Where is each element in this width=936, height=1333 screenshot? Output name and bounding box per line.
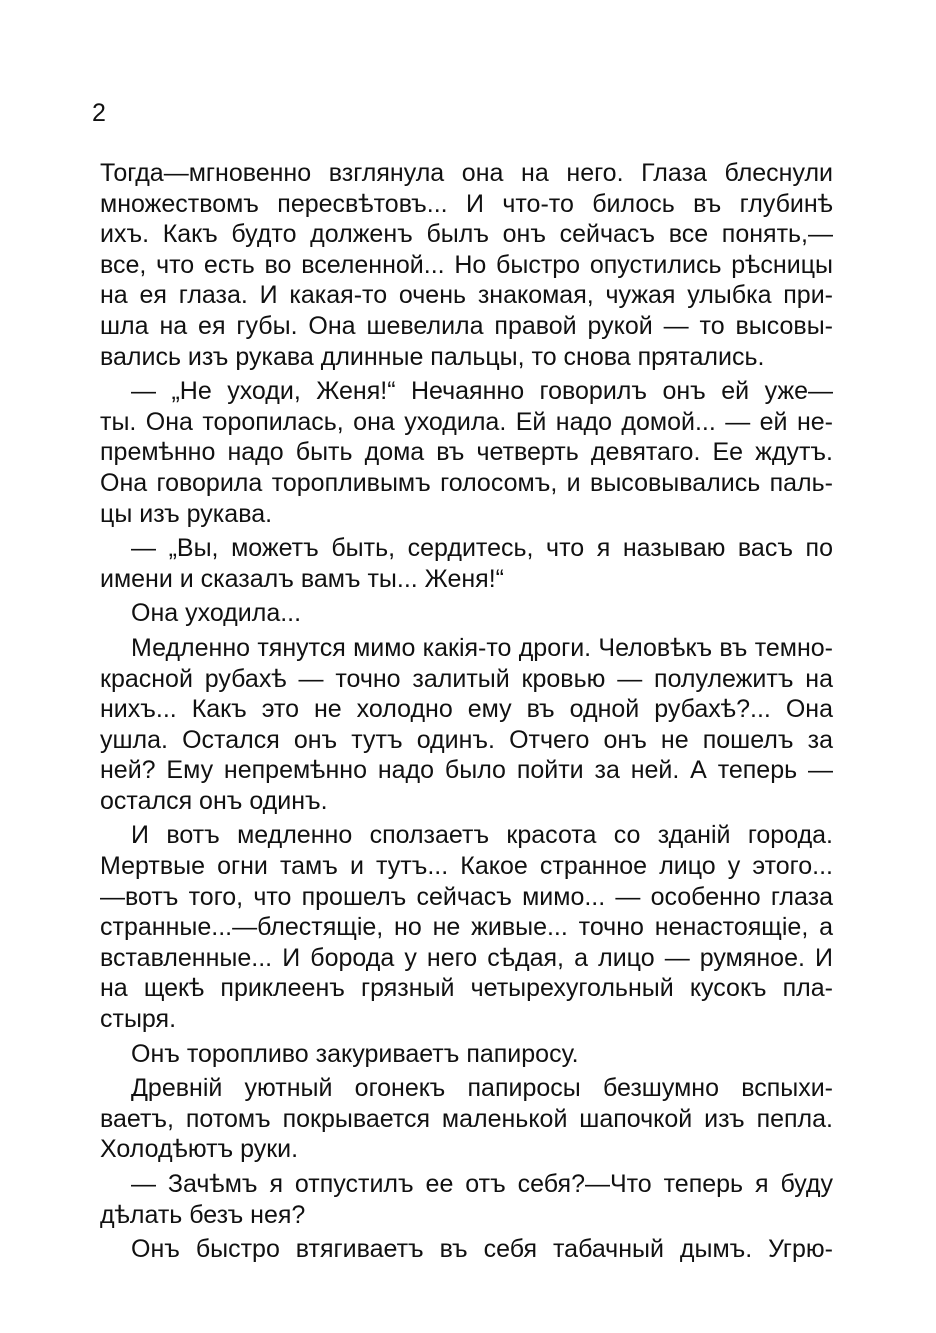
text-line: дѣлать безъ нея? <box>100 1200 306 1229</box>
text-line: Холодѣютъ руки. <box>100 1135 299 1164</box>
text-line: вались изъ рукава длинные пальцы, то снова прятались. <box>100 342 765 371</box>
text-line: Онъ быстро втягиваетъ въ себя табачный дымъ. Угрю- <box>131 1235 833 1264</box>
text-line: ваетъ, потомъ покрывается маленькой шапочкой изъ пепла. <box>100 1104 833 1133</box>
text-line: —вотъ того, что прошелъ сейчасъ мимо... — особенно глаза <box>100 882 833 911</box>
body-text <box>100 158 833 1265</box>
text-line: — „Не уходи, Женя!“ Нечаянно говорилъ онъ ей уже— <box>131 377 833 406</box>
text-line: Онъ торопливо закуриваетъ папиросу. <box>131 1039 579 1068</box>
text-line: шла на ея губы. Она шевелила правой рукой — то высовы- <box>100 311 833 340</box>
text-line: Мертвые огни тамъ и тутъ... Какое странное лицо у этого... <box>100 852 833 881</box>
text-line: ты. Она торопилась, она уходила. Ей надо домой... — ей не- <box>100 407 833 436</box>
page-number: 2 <box>92 99 106 127</box>
text-line: — Зачѣмъ я отпустилъ ее отъ себя?—Что теперь я буду <box>131 1170 833 1198</box>
text-line: Она говорила торопливымъ голосомъ, и высовывались паль- <box>100 468 833 497</box>
text-line: премѣнно надо быть дома въ четверть девятаго. Ее ждутъ. <box>100 438 833 467</box>
text-line: на ея глаза. И какая-то очень знакомая, чужая улыбка при- <box>100 281 833 310</box>
text-line: Тогда—мгновенно взглянула она на него. Глаза блеснули <box>100 159 833 187</box>
text-line: вставленные... И борода у него сѣдая, а лицо — румяное. И <box>100 943 833 972</box>
text-line: Древній уютный огонекъ папиросы безшумно вспыхи- <box>131 1074 833 1103</box>
text-line: остался онъ одинъ. <box>100 786 328 815</box>
text-line: все, что есть во вселенной... Но быстро опустились рѣсницы <box>100 250 833 279</box>
text-line: ихъ. Какъ будто долженъ былъ онъ сейчасъ все понять,— <box>100 220 833 249</box>
text-line: И вотъ медленно сползаетъ красота со зданій города. <box>131 821 833 850</box>
text-line: красной рубахѣ — точно залитый кровью — полулежитъ на <box>100 664 833 693</box>
text-line: странные...—блестящіе, но не живые... точно ненастоящіе, а <box>100 913 833 942</box>
text-line: Она уходила... <box>131 599 302 628</box>
text-line: ушла. Остался онъ тутъ одинъ. Отчего онъ не пошелъ за <box>100 725 833 754</box>
text-line: ней? Ему непремѣнно надо было пойти за ней. А теперь — <box>100 756 833 785</box>
text-line: — „Вы, можетъ быть, сердитесь, что я называю васъ по <box>131 534 833 563</box>
text-line: Медленно тянутся мимо какія-то дроги. Человѣкъ въ темно- <box>131 633 833 662</box>
text-line: нихъ... Какъ это не холодно ему въ одной рубахѣ?... Она <box>100 695 833 724</box>
text-line: имени и сказалъ вамъ ты... Женя!“ <box>100 564 504 593</box>
text-line: цы изъ рукава. <box>100 499 273 528</box>
text-line: на щекѣ приклеенъ грязный четырехугольный кусокъ пла- <box>100 974 833 1003</box>
text-line: множествомъ пересвѣтовъ... И что-то билось въ глубинѣ <box>100 189 833 218</box>
text-line: стыря. <box>100 1005 177 1034</box>
